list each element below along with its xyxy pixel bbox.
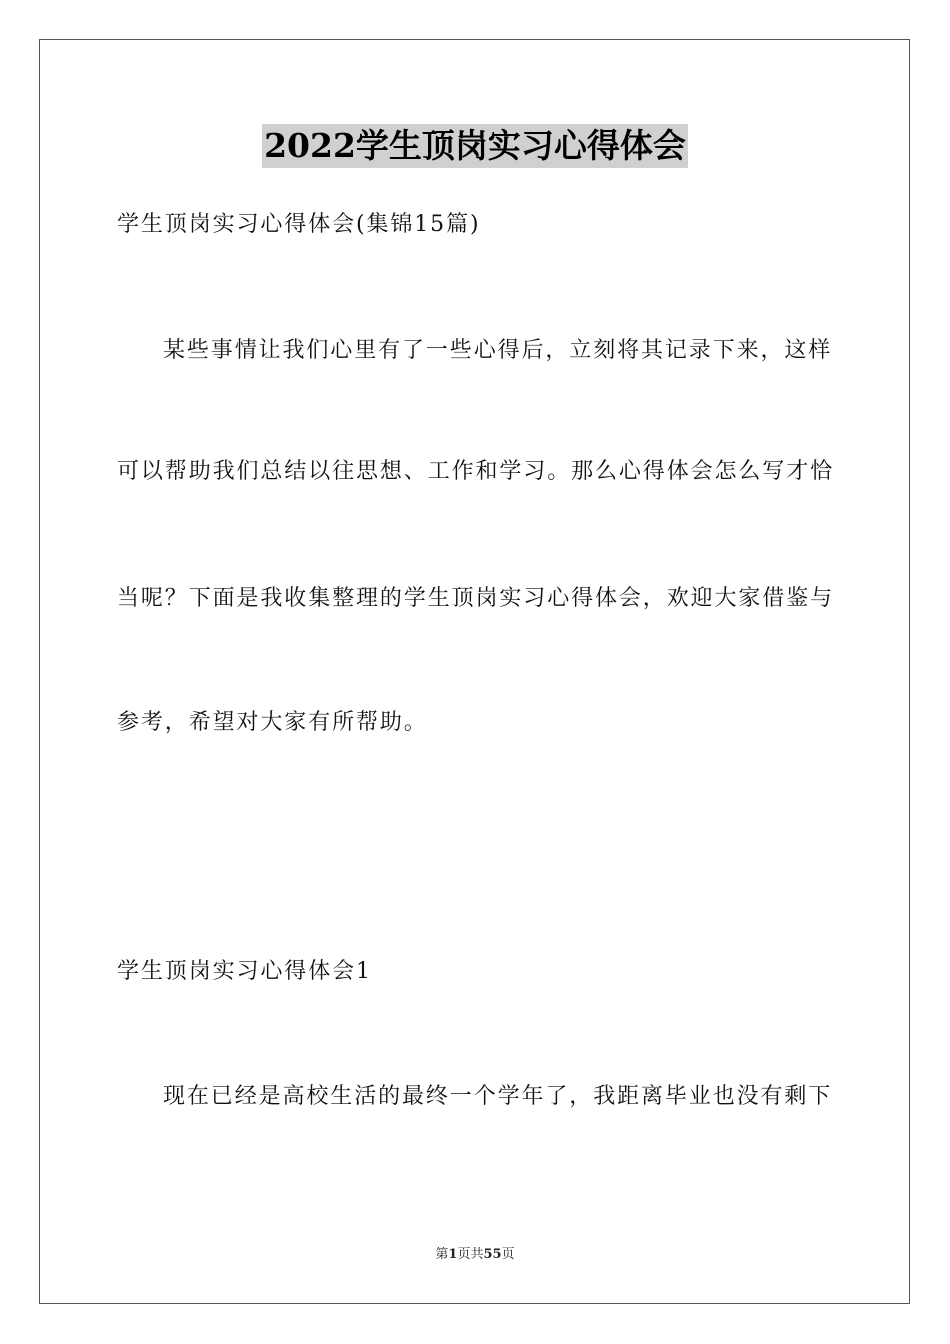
total-page-count: 55: [483, 1247, 502, 1262]
intro-line-4: 参考，希望对大家有所帮助。: [117, 710, 428, 735]
intro-line-3: 当呢？下面是我收集整理的学生顶岗实习心得体会，欢迎大家借鉴与: [117, 586, 835, 611]
total-suffix: 页: [501, 1247, 515, 1262]
document-title: 2022学生顶岗实习心得体会: [262, 124, 688, 168]
title-container: [0, 124, 950, 168]
page-prefix: 第: [435, 1247, 449, 1262]
intro-line-1: 某些事情让我们心里有了一些心得后，立刻将其记录下来，这样: [163, 338, 833, 363]
section-heading: 学生顶岗实习心得体会1: [117, 959, 372, 984]
document-subtitle: 学生顶岗实习心得体会(集锦15篇): [117, 212, 481, 237]
section-paragraph-line-1: 现在已经是高校生活的最终一个学年了，我距离毕业也没有剩下: [163, 1084, 833, 1109]
current-page-number: 1: [448, 1247, 458, 1262]
page-suffix: 页: [457, 1247, 471, 1262]
total-prefix: 共: [470, 1247, 484, 1262]
intro-line-2: 可以帮助我们总结以往思想、工作和学习。那么心得体会怎么写才恰: [117, 459, 835, 484]
page-footer: [0, 1246, 950, 1264]
